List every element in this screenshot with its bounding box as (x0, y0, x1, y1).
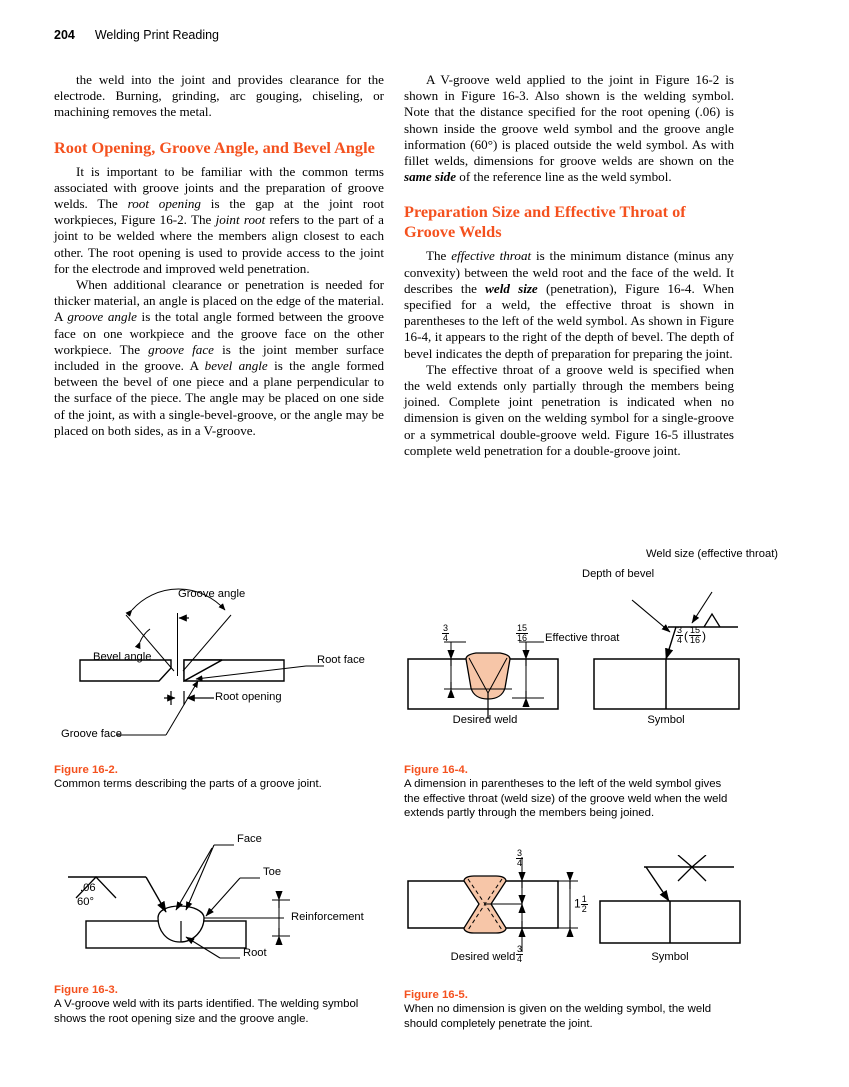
label-depth-of-bevel (582, 568, 655, 580)
term-groove-face: groove face (148, 341, 214, 357)
fraction-numerator: 3 (443, 623, 449, 633)
fraction-denominator: 2 (581, 904, 587, 914)
term-joint-root: joint root (215, 212, 266, 228)
fraction-denominator: 4 (517, 954, 523, 964)
text-run: is the gap at the joint root workpieces, Figure 16-2. The (54, 196, 384, 228)
term-root-opening: root opening (127, 196, 201, 212)
running-head (54, 28, 219, 42)
figure-16-2 (54, 588, 390, 758)
figure-16-2-caption (54, 763, 390, 792)
label-groove-face: Groove face (61, 728, 122, 740)
fraction-denominator: 4 (677, 635, 683, 645)
text-run: is the joint member surface included in the groove. A (54, 341, 384, 374)
label-effective-throat: Effective throat (545, 632, 620, 644)
text-run: When additional clearance or penetration is needed for thicker material, an angle is placed on the edge of the material. A (54, 277, 384, 325)
fraction-numerator: 1 (581, 894, 587, 904)
fraction-denominator: 4 (517, 858, 523, 868)
label-toe: Toe (263, 866, 282, 878)
text-run: (penetration), Figure 16-4. When specified for a weld, the effective throat is shown in parentheses to the left of the weld symbol. As shown in Figure 16-4, it appears to the right of the depth of bevel. The depth of bevel indicates the depth of preparation for preparing the joint. (404, 280, 734, 361)
figure-16-2-caption-text: Common terms describing the parts of a groove joint. (54, 778, 322, 791)
label-root-face: Root face (317, 654, 365, 666)
term-weld-size: weld size (485, 280, 538, 296)
label-symbol: Symbol (647, 714, 685, 726)
term-groove-angle: groove angle (67, 309, 137, 325)
dimension-top-depth (516, 849, 523, 868)
label-weld-size (646, 548, 779, 560)
figure-16-5-caption-text: When no dimension is given on the welding symbol, the weld should completely penetrate the joint. (404, 1003, 712, 1030)
fraction-denominator: 16 (517, 633, 528, 643)
book-title: Welding Print Reading (94, 28, 220, 42)
figure-16-3-caption (54, 983, 390, 1026)
label-desired-weld: Desired weld (452, 714, 518, 726)
fraction-denominator: 16 (690, 635, 701, 645)
label-desired-weld: Desired weld (450, 951, 516, 963)
text-run: The (426, 248, 452, 264)
text-run: is the angle formed between the bevel of one piece and a plane perpendicular to the surface of the piece. The angle may be placed on one side of the joint, as with a single-bevel-groove, or the angle may be placed on both sides, as in a V-groove. (54, 358, 385, 438)
paragraph-penetration: The effective throat of a groove weld is specified when the weld extends only partially through the members being joined. Complete joint penetration is indicated when no dimension is given on the welding symbol for a single-groove or a symmetrical double-groove weld. Figure 16-5 illustrates complete weld penetration for a double-groove joint. (404, 361, 734, 458)
figure-16-5-number: Figure 16-5. (404, 989, 468, 1001)
text-run: is the minimum distance (minus any convexity) between the weld root and the face of the weld. It describes the (404, 248, 734, 296)
right-text-column (404, 72, 734, 459)
text-run: refers to the part of a joint to be welded where the members align closest to each other. The root opening is used to provide access to the joint for the electrode and improved weld penetration. (54, 212, 384, 276)
text-run: A V-groove weld applied to the joint in Figure 16-2 is shown in Figure 16-3. Also shown is the welding symbol. Note that the distance specified for the root opening (.06) is shown inside the groove weld symbol and the groove angle information (60°) is placed outside the weld symbol. As with fillet welds, dimensions for groove welds are shown on the (404, 72, 734, 169)
paragraph-terms (54, 164, 384, 277)
label-root-opening-value: .06 (80, 882, 96, 894)
fraction-numerator: 15 (517, 623, 528, 633)
label-depth-of-bevel-text: Depth of bevel (582, 568, 655, 580)
term-effective-throat: effective throat (451, 248, 532, 264)
figure-16-4 (404, 548, 779, 753)
symbol-dimensions (676, 626, 706, 645)
label-face: Face (237, 833, 262, 845)
figure-16-3-caption-text: A V-groove weld with its parts identified. The welding symbol shows the root opening size and the groove angle. (54, 998, 359, 1025)
fraction-numerator: 3 (517, 944, 523, 954)
dimension-thickness (574, 895, 588, 914)
paragraph-continued: the weld into the joint and provides clearance for the electrode. Burning, grinding, arc gouging, chiseling, or machining removes the metal. (54, 72, 384, 120)
term-same-side: same side (404, 169, 457, 185)
figure-16-4-caption (404, 763, 740, 821)
text-run: is the total angle formed between the groove face on one workpiece and the groove face on the other workpiece. The (54, 309, 384, 357)
mixed-whole: 1 (574, 896, 581, 911)
label-groove-angle-value: 60° (77, 896, 94, 908)
text-run: It is important to be familiar with the common terms associated with groove joints and the preparation of groove welds. The (54, 163, 384, 212)
fraction-numerator: 15 (690, 625, 701, 635)
figure-16-4-drawing (404, 588, 744, 753)
fraction-numerator: 3 (517, 848, 523, 858)
figure-16-5-drawing (404, 855, 744, 985)
term-bevel-angle: bevel angle (204, 358, 268, 374)
paren-open: ( (684, 628, 689, 643)
paren-close: ) (702, 628, 707, 643)
page-number: 204 (54, 28, 75, 42)
label-symbol: Symbol (651, 951, 689, 963)
label-root: Root (243, 947, 267, 959)
fraction-numerator: 3 (677, 625, 683, 635)
figure-16-3-number: Figure 16-3. (54, 984, 118, 996)
text-run: of the reference line as the weld symbol. (456, 169, 672, 185)
paragraph-angles (54, 277, 384, 439)
paragraph-vgroove (404, 72, 734, 185)
figure-16-4-caption-text: A dimension in parentheses to the left of the weld symbol gives the effective throat (weld size) of the groove weld when the weld extends partly through the members being joined. (404, 778, 728, 820)
figure-16-3 (54, 830, 390, 980)
figure-16-3-drawing (54, 830, 390, 980)
section-heading-root-opening: Root Opening, Groove Angle, and Bevel Angle (54, 137, 375, 157)
section-heading-preparation-size: Preparation Size and Effective Throat of Groove Welds (404, 202, 686, 242)
label-root-opening: Root opening (215, 691, 282, 703)
label-weld-size-text: Weld size (effective throat) (646, 548, 779, 560)
figure-16-4-number: Figure 16-4. (404, 764, 468, 776)
figure-16-5-caption (404, 988, 740, 1031)
fraction-denominator: 4 (443, 633, 449, 643)
label-groove-angle: Groove angle (178, 588, 246, 600)
dimension-effective-throat (516, 624, 528, 643)
label-bevel-angle: Bevel angle (93, 651, 152, 663)
paragraph-effective-throat (404, 248, 734, 361)
figure-16-2-number: Figure 16-2. (54, 764, 118, 776)
label-reinforcement: Reinforcement (291, 911, 364, 923)
left-text-column (54, 72, 384, 439)
dimension-depth-of-bevel (442, 624, 449, 643)
figure-16-5 (404, 848, 744, 985)
